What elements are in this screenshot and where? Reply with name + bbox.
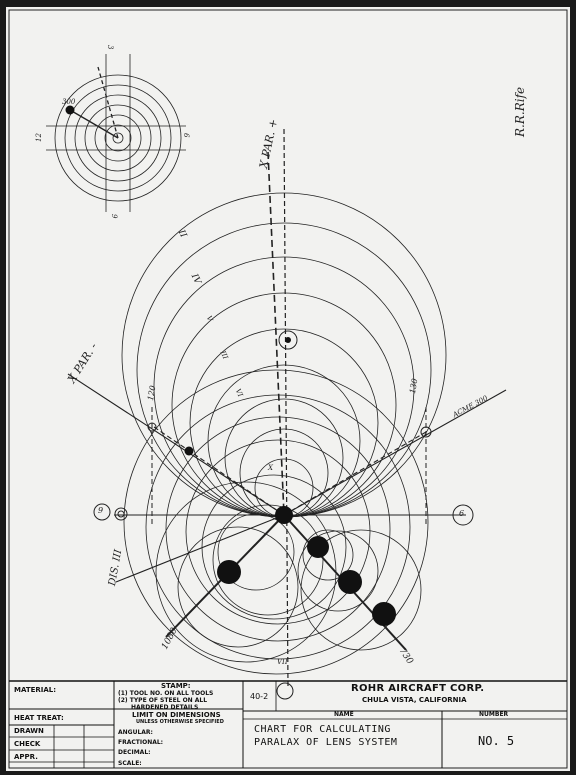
par-plus-label: X PAR. + (257, 117, 281, 170)
roman-vi-label: VI (233, 387, 245, 399)
drawing-number-value: NO. 5 (478, 734, 515, 748)
roman-iii-label: III (218, 349, 230, 361)
roman-ii-label: II (175, 228, 188, 240)
par-minus-label: X PAR. - (65, 340, 100, 386)
appr-label: APPR. (14, 753, 38, 761)
fractional-label: FRACTIONAL: (118, 739, 164, 746)
drawn-label: DRAWN (14, 727, 44, 735)
decimal-label: DECIMAL: (118, 749, 151, 756)
number-header: NUMBER (479, 711, 509, 718)
roman-vii-label: VII (277, 658, 288, 666)
scale-label: SCALE: (118, 760, 142, 767)
reference-label-9: 9 (110, 214, 118, 219)
title-block-grid (6, 7, 570, 771)
stamp-line-3: HARDENED DETAILS (131, 704, 199, 711)
roman-v-label: V (204, 314, 215, 323)
axis-symbol-9: 9 (98, 506, 104, 515)
reference-label-6: 6 (182, 133, 190, 138)
name-header: NAME (334, 711, 354, 718)
degree-120-label: 120 (146, 384, 158, 402)
reference-label-3: 3 (106, 45, 114, 50)
limit-title: LIMIT ON DIMENSIONS (132, 711, 221, 719)
company-name: ROHR AIRCRAFT CORP. (351, 683, 485, 694)
reference-label-12: 12 (35, 133, 43, 142)
dis-iii-label: DIS. III (107, 548, 125, 587)
stamp-title: STAMP: (161, 682, 191, 690)
drawing-sheet (6, 7, 570, 771)
degree-130-label: 130 (408, 377, 420, 395)
drawing-name-line-1: CHART FOR CALCULATING (254, 724, 391, 735)
material-label: MATERIAL: (14, 686, 57, 694)
angular-label: ANGULAR: (118, 729, 153, 736)
drawing-number-code: 40-2 (250, 692, 269, 701)
reference-label-300: 300 (62, 98, 76, 106)
limit-subtitle: UNLESS OTHERWISE SPECIFIED (136, 719, 224, 725)
axis-symbol-6: 6 (459, 509, 465, 518)
stamp-line-2: (2) TYPE OF STEEL ON ALL (118, 697, 208, 704)
stamp-line-1: (1) TOOL NO. ON ALL TOOLS (118, 690, 214, 697)
signature: R.R.Rife (513, 86, 527, 137)
label-730: 730 (396, 646, 415, 667)
acme-label: ACME 300 (451, 394, 490, 420)
label-1080: 1080 (160, 626, 180, 652)
check-label: CHECK (14, 740, 41, 748)
small-x-label: X (268, 464, 273, 472)
company-location: CHULA VISTA, CALIFORNIA (362, 696, 467, 704)
roman-iv-label: IV (188, 272, 203, 286)
heat-treat-label: HEAT TREAT: (14, 714, 64, 722)
drawing-name-line-2: PARALAX OF LENS SYSTEM (254, 737, 398, 748)
